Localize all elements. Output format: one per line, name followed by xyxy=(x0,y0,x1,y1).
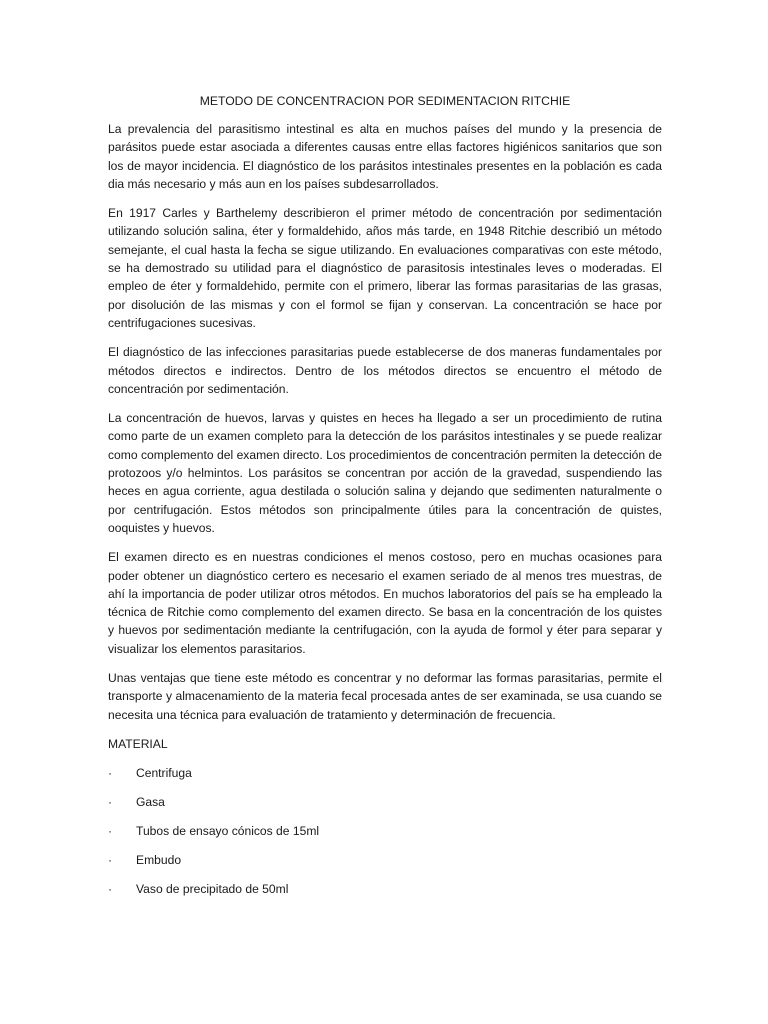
bullet-icon: · xyxy=(108,881,113,896)
list-item xyxy=(108,822,662,840)
material-item-text: Vaso de precipitado de 50ml xyxy=(136,881,289,896)
bullet-icon: · xyxy=(108,765,113,780)
paragraph-prevalence: La prevalencia del parasitismo intestinal es alta en muchos países del mundo y la presencia de parásitos puede estar asociada a diferentes causas entre ellas factores higiénicos sanitarios que son los de mayor incidencia. El diagnóstico de los parásitos intestinales presentes en la población es cada dia más necesario y más aun en los países subdesarrollados. xyxy=(108,122,662,191)
list-item xyxy=(108,880,662,898)
material-item-text: Tubos de ensayo cónicos de 15ml xyxy=(136,823,320,838)
document-page xyxy=(108,92,662,909)
paragraph-advantages: Unas ventajas que tiene este método es concentrar y no deformar las formas parasitarias, permite el transporte y almacenamiento de la materia fecal procesada antes de ser examinada, se usa cuando se necesita una técnica para evaluación de tratamiento y determinación de frecuencia. xyxy=(108,671,662,722)
document-title: METODO DE CONCENTRACION POR SEDIMENTACION RITCHIE xyxy=(199,94,571,108)
paragraph-history: En 1917 Carles y Barthelemy describieron el primer método de concentración por sedimentación utilizando solución salina, éter y formaldehido, años más tarde, en 1948 Ritchie describió un método semejante, el cual hasta la fecha se sigue utilizando. En evaluaciones comparativas con este método, se ha demostrado su utilidad para el diagnóstico de parasitosis intestinales leves o moderadas. El empleo de éter y formaldehido, permite con el primero, liberar las formas parasitarias de las grasas, por disolución de las mismas y con el formol se fijan y conservan. La concentración se hace por centrifugaciones sucesivas. xyxy=(108,206,662,330)
paragraph-diagnosis: El diagnóstico de las infecciones parasitarias puede establecerse de dos maneras fundamentales por métodos directos e indirectos. Dentro de los métodos directos se encuentro el método de concentración por sedimentación. xyxy=(108,345,662,396)
material-heading: MATERIAL xyxy=(108,736,168,751)
paragraph-concentration: La concentración de huevos, larvas y quistes en heces ha llegado a ser un procedimiento de rutina como parte de un examen completo para la detección de los parásitos intestinales y se puede realizar como complemento del examen directo. Los procedimientos de concentración permiten la detección de protozoos y/o helmintos. Los parásitos se concentran por acción de la gravedad, suspendiendo las heces en agua corriente, agua destilada o solución salina y dejando que sedimenten naturalmente o por centrifugación. Estos métodos son principalmente útiles para la concentración de quistes, ooquistes y huevos. xyxy=(108,411,662,535)
material-list xyxy=(108,764,662,898)
list-item xyxy=(108,851,662,869)
material-item-text: Embudo xyxy=(136,852,182,867)
bullet-icon: · xyxy=(108,852,113,867)
paragraph-direct-exam: El examen directo es en nuestras condiciones el menos costoso, pero en muchas ocasiones para poder obtener un diagnóstico certero es necesario el examen seriado de al menos tres muestras, de ahí la importancia de poder utilizar otros métodos. En muchos laboratorios del país se ha empleado la técnica de Ritchie como complemento del examen directo. Se basa en la concentración de los quistes y huevos por sedimentación mediante la centrifugación, con la ayuda de formol y éter para separar y visualizar los elementos parasitarios. xyxy=(108,550,662,656)
bullet-icon: · xyxy=(108,794,113,809)
material-item-text: Gasa xyxy=(136,794,165,809)
material-item-text: Centrifuga xyxy=(136,765,192,780)
bullet-icon: · xyxy=(108,823,113,838)
list-item xyxy=(108,764,662,782)
list-item xyxy=(108,793,662,811)
